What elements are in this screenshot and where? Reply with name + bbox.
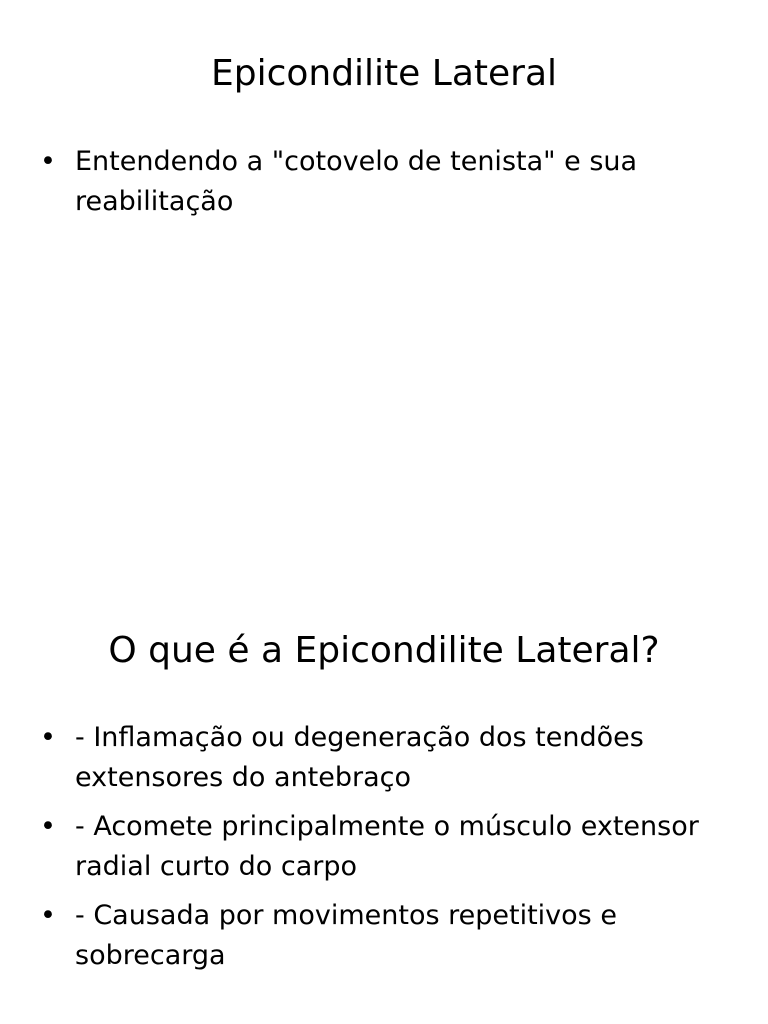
bullet-item bbox=[40, 896, 730, 976]
bullet-icon: • bbox=[40, 900, 56, 931]
bullet-item bbox=[40, 718, 730, 798]
bullet-icon: • bbox=[40, 811, 56, 842]
slide-title: O que é a Epicondilite Lateral? bbox=[108, 630, 660, 671]
bullet-text: - Inflamação ou degeneração dos tendões extensores do antebraço bbox=[75, 722, 644, 793]
bullet-icon: • bbox=[40, 722, 56, 753]
bullet-list bbox=[40, 718, 730, 985]
bullet-text: - Causada por movimentos repetitivos e sobrecarga bbox=[75, 900, 617, 971]
bullet-text: Entendendo a "cotovelo de tenista" e sua reabilitação bbox=[75, 146, 638, 217]
bullet-list bbox=[40, 142, 730, 231]
bullet-text: - Acomete principalmente o músculo extensor radial curto do carpo bbox=[75, 811, 699, 882]
bullet-icon: • bbox=[40, 146, 56, 177]
slide-2 bbox=[0, 512, 768, 1024]
slide-title: Epicondilite Lateral bbox=[210, 53, 558, 94]
bullet-item bbox=[40, 807, 730, 887]
bullet-item bbox=[40, 142, 730, 222]
